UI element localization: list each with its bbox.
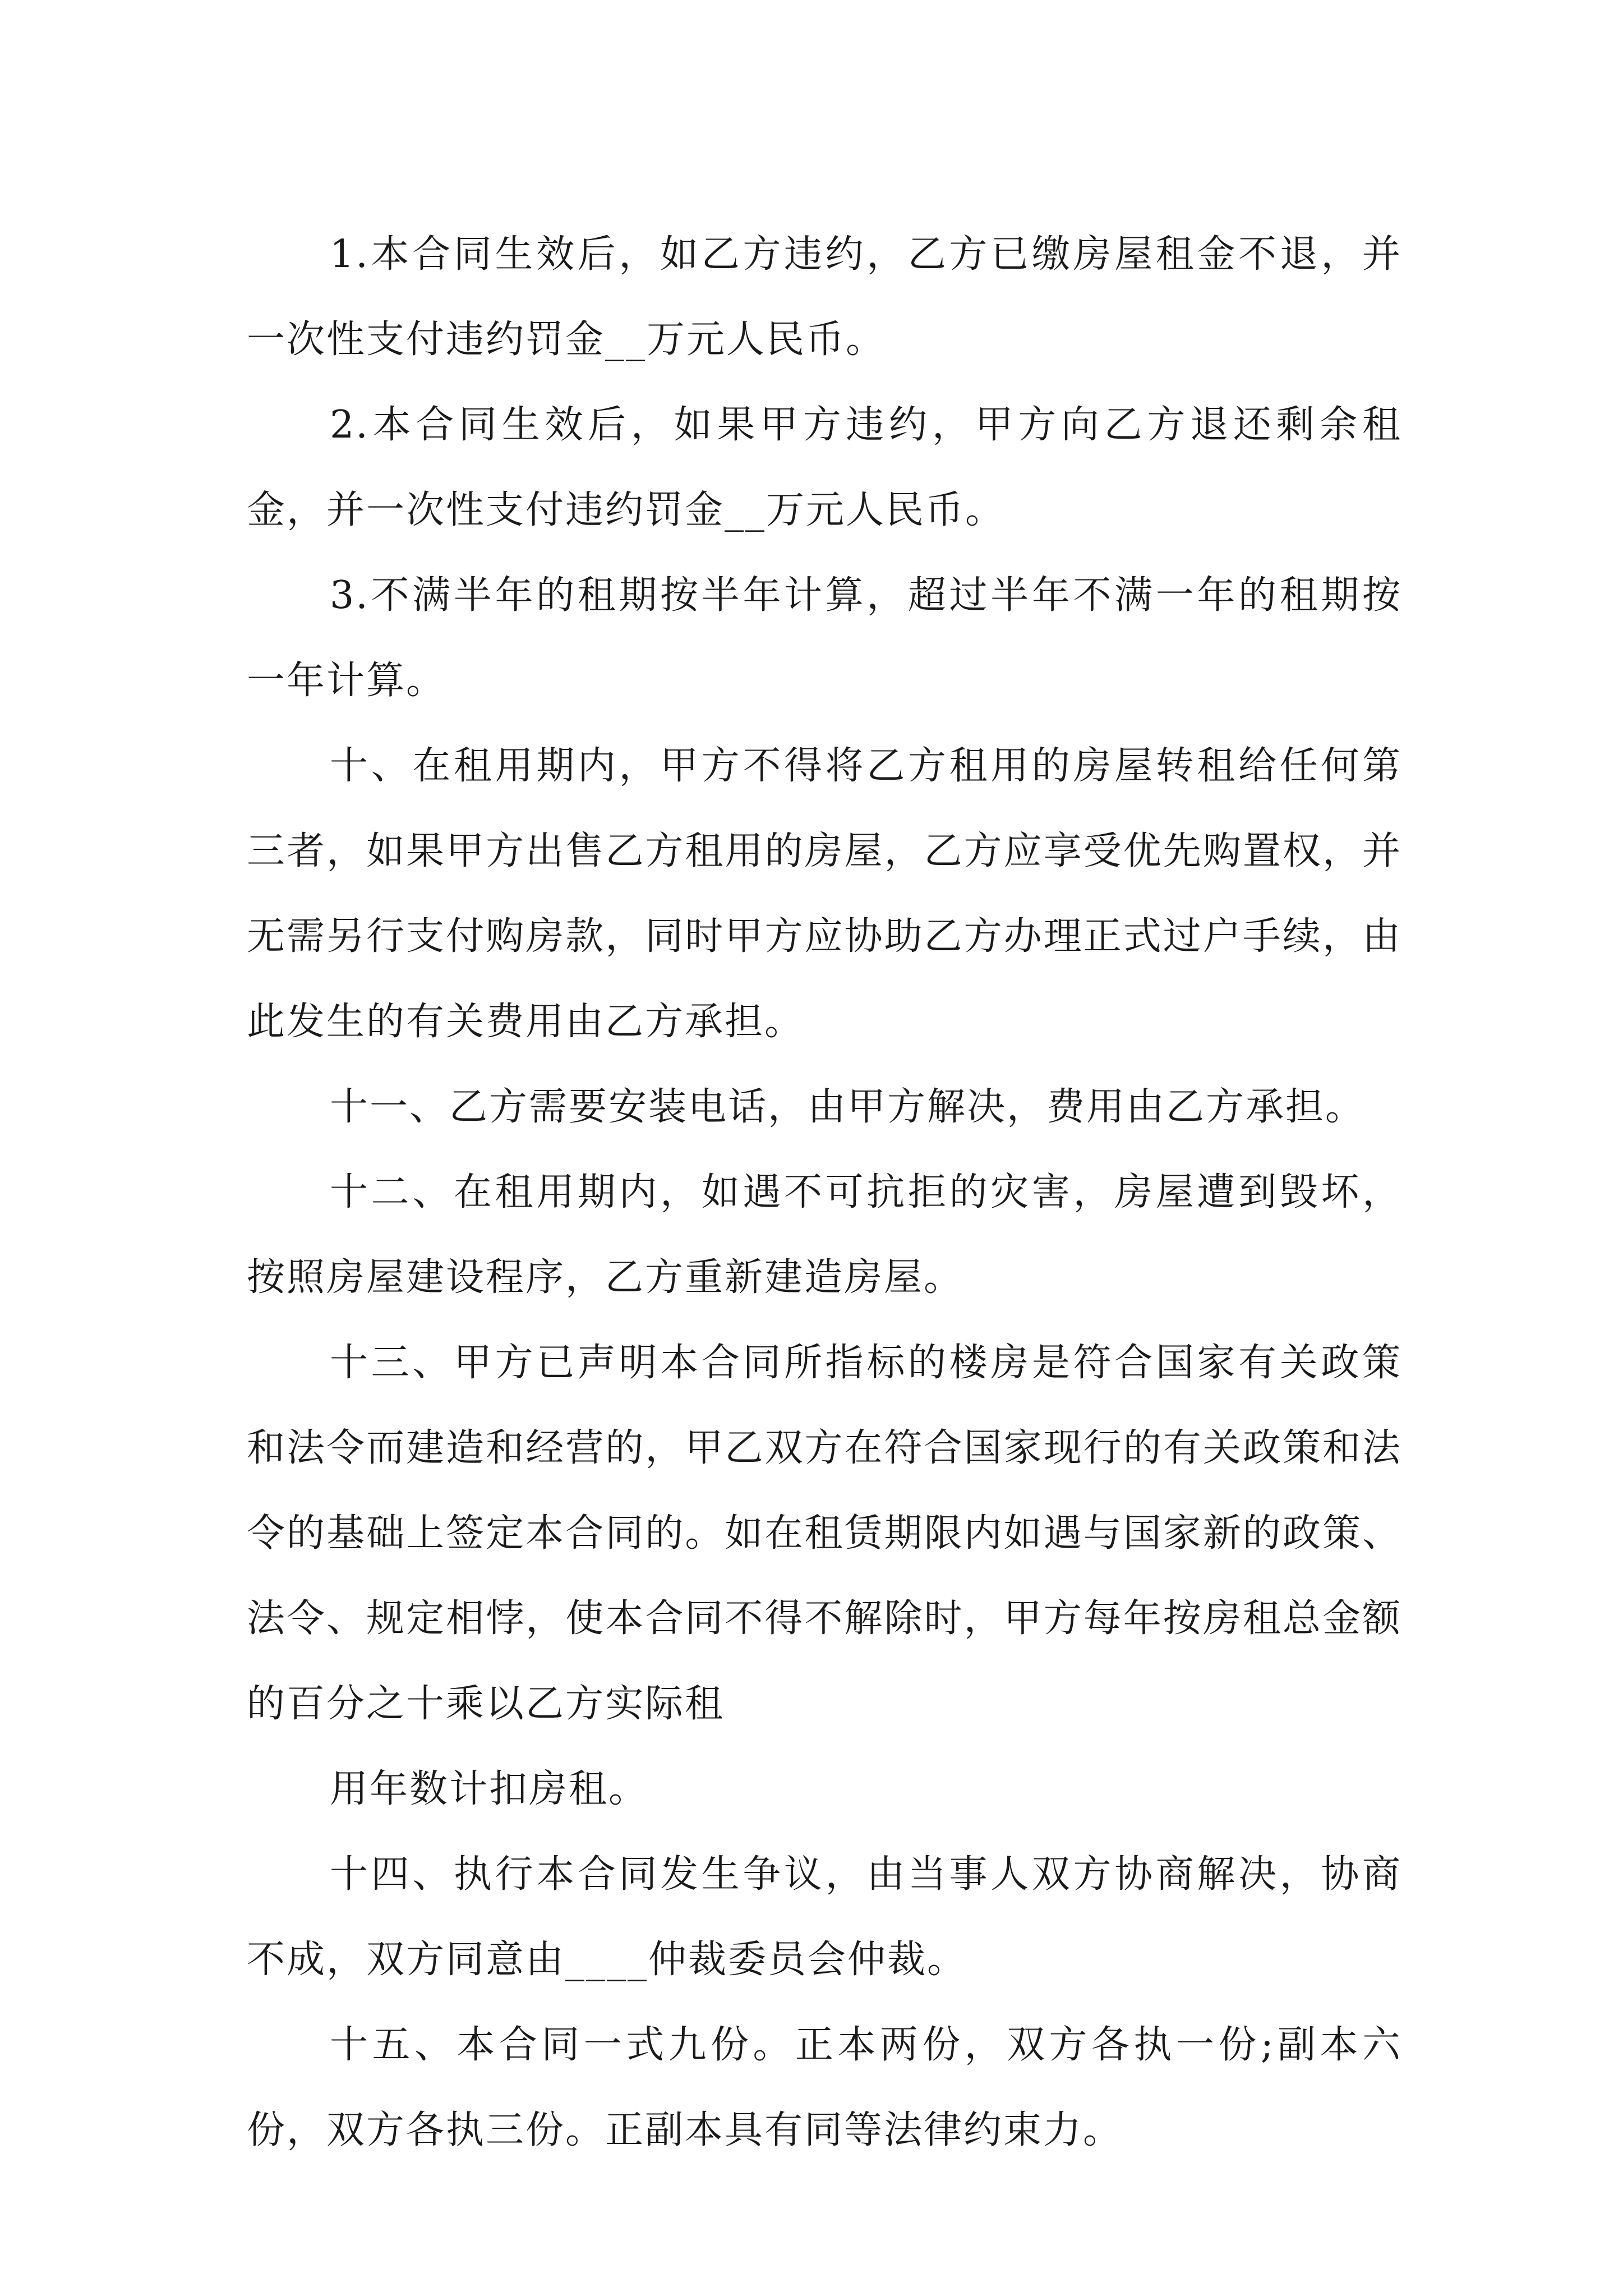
clause-9-item-2: 2.本合同生效后，如果甲方违约，甲方向乙方退还剩余租金，并一次性支付违约罚金__万元人民币。 <box>247 403 1402 532</box>
clause-13: 十三、甲方已声明本合同所指标的楼房是符合国家有关政策和法令而建造和经营的，甲乙双方在符合国家现行的有关政策和法令的基础上签定本合同的。如在租赁期限内如遇与国家新的政策、法令、规定相悖，使本合同不得不解除时，甲方每年按房租总金额的百分之十乘以乙方实际租 <box>247 1341 1402 1726</box>
clause-13-continuation: 用年数计扣房租。 <box>330 1767 649 1811</box>
clause-14: 十四、执行本合同发生争议，由当事人双方协商解决，协商不成，双方同意由____仲裁委员会仲裁。 <box>247 1852 1402 1982</box>
document-body <box>247 212 1402 2173</box>
clause-9-item-1: 1.本合同生效后，如乙方违约，乙方已缴房屋租金不退，并一次性支付违约罚金__万元人民币。 <box>247 232 1402 362</box>
clause-11: 十一、乙方需要安装电话，由甲方解决，费用由乙方承担。 <box>330 1085 1366 1129</box>
clause-12: 十二、在租用期内，如遇不可抗拒的灾害，房屋遭到毁坏，按照房屋建设程序，乙方重新建造房屋。 <box>247 1170 1402 1300</box>
clause-10: 十、在租用期内，甲方不得将乙方租用的房屋转租给任何第三者，如果甲方出售乙方租用的房屋，乙方应享受优先购置权，并无需另行支付购房款，同时甲方应协助乙方办理正式过户手续，由此发生的有关费用由乙方承担。 <box>247 744 1402 1044</box>
clause-9-item-3: 3.不满半年的租期按半年计算，超过半年不满一年的租期按一年计算。 <box>247 573 1402 703</box>
clause-15: 十五、本合同一式九份。正本两份，双方各执一份;副本六份，双方各执三份。正副本具有同等法律约束力。 <box>247 2023 1402 2152</box>
